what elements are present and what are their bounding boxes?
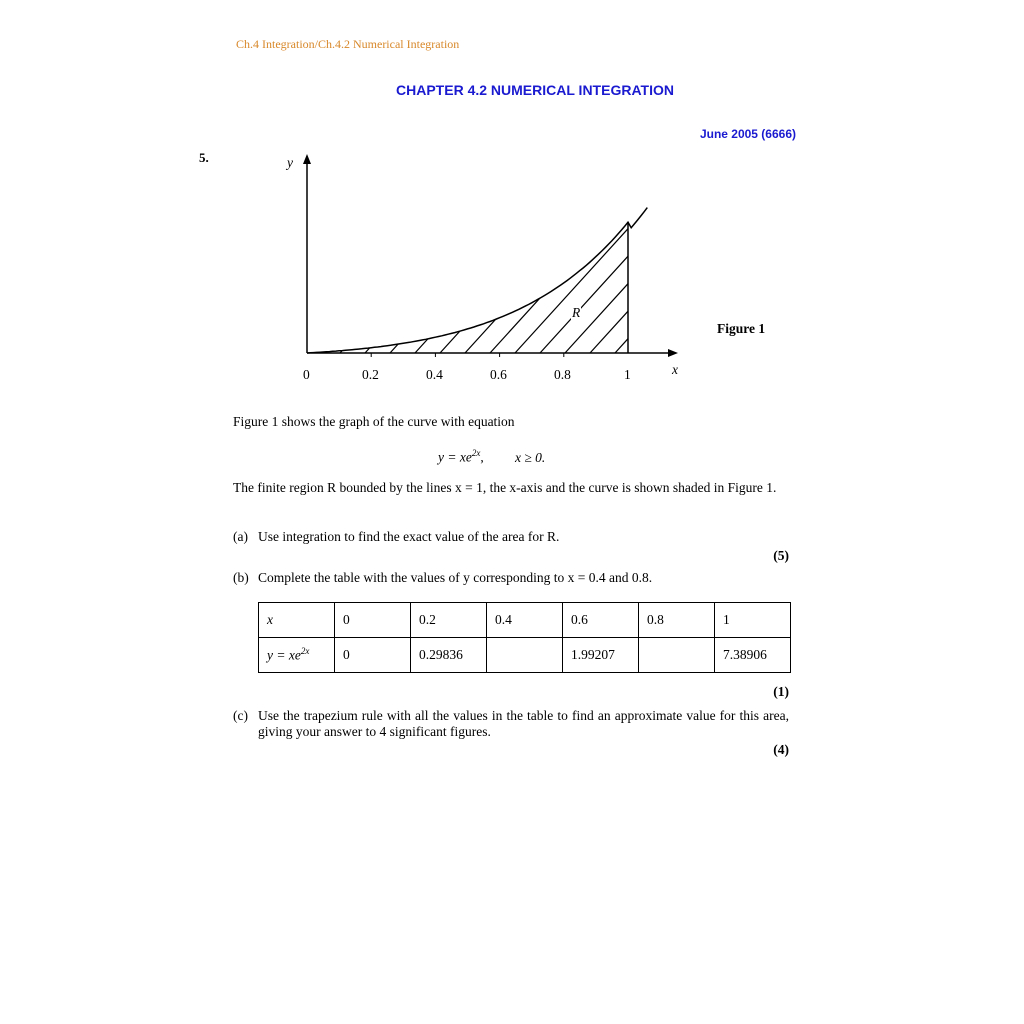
part-b-marks: (1): [773, 684, 789, 699]
shaded-region-hatching: [340, 210, 770, 353]
region-label: R: [572, 305, 581, 320]
x-tick-label: 1: [624, 367, 631, 382]
table-cell: 0.8: [639, 603, 715, 638]
exam-reference: June 2005 (6666): [699, 127, 796, 141]
part-b-text: Complete the table with the values of y corresponding to x = 0.4 and 0.8.: [258, 570, 653, 585]
part-a-marks: (5): [773, 548, 789, 563]
part-c-label: (c): [233, 708, 248, 723]
figure-caption: Figure 1: [717, 321, 766, 336]
table-cell: 1: [715, 603, 791, 638]
table-cell: 0.4: [487, 603, 563, 638]
row-header: y = xe: [267, 647, 301, 663]
equation-comma: ,: [480, 449, 484, 465]
region-description: The finite region R bounded by the lines x = 1, the x-axis and the curve is shown shaded in Figure 1.: [233, 480, 777, 495]
equation-exponent: 2x: [471, 448, 481, 458]
table-cell: 0: [335, 603, 411, 638]
hatch-line: [365, 210, 495, 353]
hatch-line: [340, 210, 470, 353]
hatch-line: [565, 210, 695, 353]
hatch-line: [415, 210, 545, 353]
hatch-line: [590, 210, 720, 353]
curve: [307, 208, 647, 353]
x-axis-label: x: [672, 362, 678, 377]
x-tick-label: 0.8: [554, 367, 571, 382]
breadcrumb: Ch.4 Integration/Ch.4.2 Numerical Integration: [236, 37, 460, 51]
part-c-marks: (4): [773, 742, 789, 757]
hatch-line: [390, 210, 520, 353]
equation: [438, 448, 484, 466]
hatch-line: [490, 210, 620, 353]
part-b-label: (b): [233, 570, 249, 585]
table-row: [259, 603, 791, 638]
y-axis-label: y: [287, 155, 293, 170]
part-a-label: (a): [233, 529, 248, 544]
question-number: 5.: [199, 150, 209, 165]
equation-domain: x ≥ 0.: [515, 450, 546, 465]
equation-lhs: y = xe: [438, 449, 472, 465]
row-header-exponent: 2x: [300, 646, 310, 657]
hatch-line: [465, 210, 595, 353]
table-cell: 0: [335, 638, 411, 673]
table-cell: 1.99207: [563, 638, 639, 673]
y-axis-arrow-icon: [303, 154, 311, 164]
table-cell: 0.29836: [411, 638, 487, 673]
table-cell: 0.2: [411, 603, 487, 638]
table-cell: x: [259, 603, 335, 638]
table-cell-blank[interactable]: [487, 638, 563, 673]
table-cell-blank[interactable]: [639, 638, 715, 673]
page-title: CHAPTER 4.2 NUMERICAL INTEGRATION: [396, 82, 674, 98]
table-cell: 7.38906: [715, 638, 791, 673]
part-c-text: Use the trapezium rule with all the values in the table to find an approximate value for this area, giving your answer to 4 significant figures.: [258, 708, 789, 739]
values-table: [258, 602, 791, 673]
x-axis-arrow-icon: [668, 349, 678, 357]
table-row: [259, 638, 791, 673]
intro-text: Figure 1 shows the graph of the curve with equation: [233, 414, 515, 429]
x-tick-label: 0.2: [362, 367, 379, 382]
x-tick-label: 0.6: [490, 367, 507, 382]
hatch-line: [515, 210, 645, 353]
table-cell: [259, 638, 335, 673]
x-tick-label: 0: [303, 367, 310, 382]
hatch-line: [540, 210, 670, 353]
table-cell: 0.6: [563, 603, 639, 638]
x-tick-label: 0.4: [426, 367, 443, 382]
part-a-text: Use integration to find the exact value of the area for R.: [258, 529, 560, 544]
